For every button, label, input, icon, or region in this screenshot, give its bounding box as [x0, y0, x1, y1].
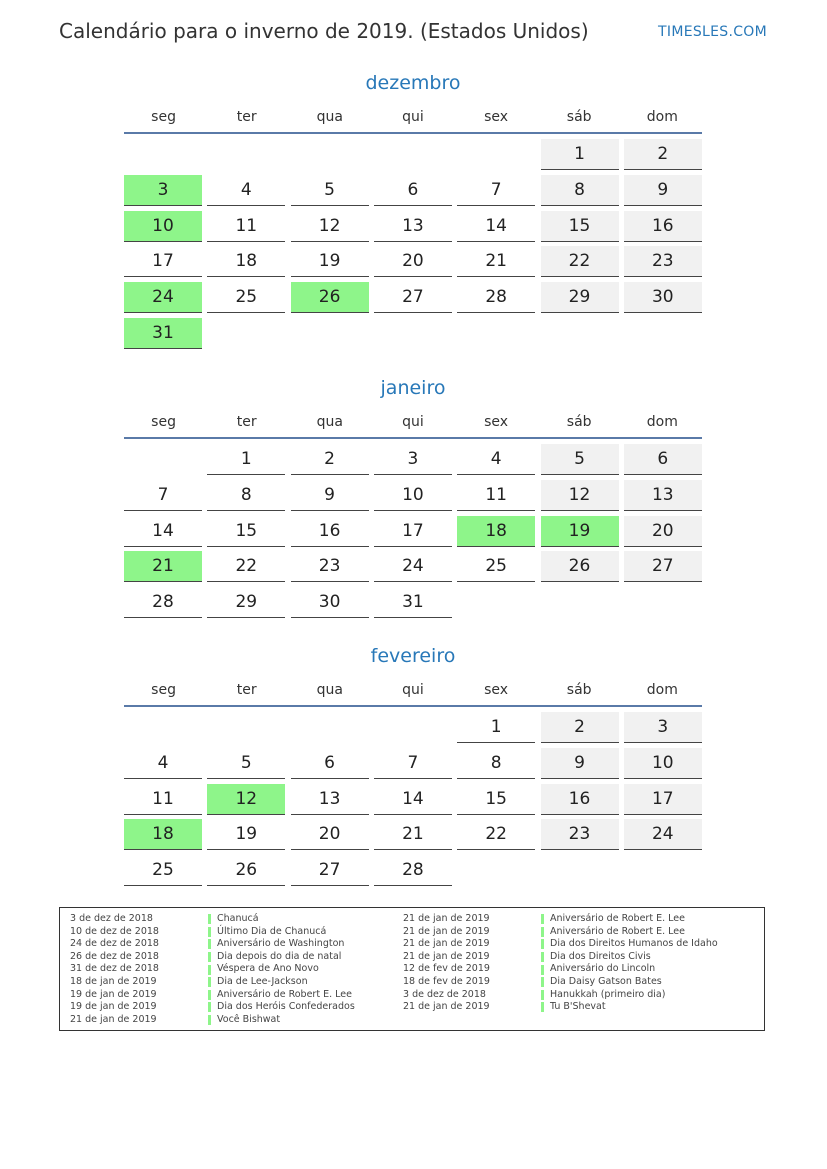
legend-item [70, 951, 355, 964]
day-cell[interactable]: 15 [541, 211, 619, 242]
day-cell[interactable]: 20 [291, 819, 369, 850]
holiday-marker [541, 1002, 544, 1012]
legend-item [70, 913, 355, 926]
day-cell[interactable]: 6 [624, 444, 702, 475]
weekday-label: dom [646, 109, 678, 125]
legend-item [70, 963, 355, 976]
day-cell[interactable]: 29 [207, 587, 285, 618]
day-cell[interactable]: 3 [124, 175, 202, 206]
day-cell[interactable]: 17 [374, 516, 452, 547]
day-cell[interactable]: 26 [541, 551, 619, 582]
legend-date: 19 de jan de 2019 [70, 988, 157, 1000]
legend-holiday-name: Aniversário de Robert E. Lee [217, 988, 352, 1000]
legend-item [403, 913, 718, 926]
holiday-marker [208, 914, 211, 924]
day-cell[interactable]: 3 [624, 712, 702, 743]
day-cell[interactable]: 14 [374, 784, 452, 815]
legend-column-left [70, 913, 355, 1026]
legend-date: 21 de jan de 2019 [403, 1001, 490, 1013]
day-cell[interactable]: 1 [541, 139, 619, 170]
day-cell[interactable]: 20 [624, 516, 702, 547]
day-cell[interactable]: 24 [374, 551, 452, 582]
day-cell[interactable]: 26 [207, 855, 285, 886]
day-cell[interactable]: 21 [374, 819, 452, 850]
brand-logo-text[interactable]: TIMESLES.COM [658, 24, 767, 40]
day-cell[interactable]: 23 [624, 246, 702, 277]
weekday-label: dom [646, 414, 678, 430]
day-cell[interactable]: 10 [374, 480, 452, 511]
weekday-label: sex [484, 682, 509, 698]
day-cell[interactable]: 9 [624, 175, 702, 206]
day-cell[interactable]: 19 [291, 246, 369, 277]
day-cell[interactable]: 7 [374, 748, 452, 779]
holiday-marker [208, 952, 211, 962]
legend-date: 3 de dez de 2018 [403, 988, 486, 1000]
day-cell[interactable]: 21 [124, 551, 202, 582]
day-cell[interactable]: 5 [291, 175, 369, 206]
legend-holiday-name: Hanukkah (primeiro dia) [550, 988, 666, 1000]
day-cell[interactable]: 27 [624, 551, 702, 582]
weekday-label: seg [151, 682, 176, 698]
header-divider [124, 437, 702, 439]
holiday-marker [541, 914, 544, 924]
day-cell[interactable]: 6 [291, 748, 369, 779]
day-cell[interactable]: 7 [124, 480, 202, 511]
legend-date: 19 de jan de 2019 [70, 1001, 157, 1013]
day-cell[interactable]: 4 [457, 444, 535, 475]
legend-holiday-name: Aniversário do Lincoln [550, 963, 656, 975]
legend-date: 12 de fev de 2019 [403, 963, 490, 975]
holiday-marker [541, 990, 544, 1000]
legend-item [403, 951, 718, 964]
legend-holiday-name: Aniversário de Robert E. Lee [550, 925, 685, 937]
legend-item [403, 1001, 718, 1014]
legend-date: 21 de jan de 2019 [70, 1013, 157, 1025]
holiday-marker [208, 927, 211, 937]
header-divider [124, 705, 702, 707]
legend-item [70, 1001, 355, 1014]
legend-date: 31 de dez de 2018 [70, 963, 159, 975]
day-cell[interactable]: 13 [374, 211, 452, 242]
day-cell[interactable]: 8 [457, 748, 535, 779]
day-cell[interactable]: 28 [124, 587, 202, 618]
holiday-marker [208, 1002, 211, 1012]
page-title: Calendário para o inverno de 2019. (Estados Unidos) [59, 19, 589, 43]
day-cell[interactable]: 15 [457, 784, 535, 815]
legend-item [403, 926, 718, 939]
day-cell[interactable]: 18 [124, 819, 202, 850]
weekday-label: qui [402, 682, 424, 698]
day-cell[interactable]: 22 [207, 551, 285, 582]
day-cell[interactable]: 16 [541, 784, 619, 815]
day-cell[interactable]: 7 [457, 175, 535, 206]
weekday-label: ter [236, 682, 257, 698]
weekday-label: qua [316, 414, 343, 430]
legend-item [70, 938, 355, 951]
day-cell[interactable]: 9 [541, 748, 619, 779]
day-cell[interactable]: 2 [541, 712, 619, 743]
day-cell[interactable]: 25 [457, 551, 535, 582]
weekday-label: sex [484, 414, 509, 430]
day-cell[interactable]: 30 [291, 587, 369, 618]
day-cell[interactable]: 10 [624, 748, 702, 779]
day-cell[interactable]: 19 [541, 516, 619, 547]
legend-holiday-name: Aniversário de Robert E. Lee [550, 913, 685, 924]
weekday-label: sex [484, 109, 509, 125]
legend-item [70, 926, 355, 939]
legend-date: 3 de dez de 2018 [70, 913, 153, 924]
weekday-label: qui [402, 414, 424, 430]
weekday-label: sáb [566, 682, 592, 698]
weekday-header [122, 407, 704, 437]
weekday-label: seg [151, 414, 176, 430]
holiday-legend [59, 907, 765, 1031]
day-cell[interactable]: 4 [124, 748, 202, 779]
day-cell[interactable]: 23 [541, 819, 619, 850]
legend-holiday-name: Chanucá [217, 913, 259, 924]
day-cell[interactable]: 17 [124, 246, 202, 277]
holiday-marker [208, 965, 211, 975]
holiday-marker [541, 927, 544, 937]
day-cell[interactable]: 28 [457, 282, 535, 313]
header-divider [124, 132, 702, 134]
day-cell[interactable]: 25 [124, 855, 202, 886]
day-cell[interactable]: 8 [207, 480, 285, 511]
holiday-marker [541, 977, 544, 987]
day-cell[interactable]: 11 [457, 480, 535, 511]
day-cell[interactable]: 12 [207, 784, 285, 815]
day-cell[interactable]: 26 [291, 282, 369, 313]
day-cell[interactable]: 13 [291, 784, 369, 815]
holiday-marker [208, 990, 211, 1000]
legend-date: 21 de jan de 2019 [403, 938, 490, 950]
weekday-label: dom [646, 682, 678, 698]
day-cell[interactable]: 1 [207, 444, 285, 475]
day-cell[interactable]: 12 [291, 211, 369, 242]
legend-holiday-name: Dia depois do dia de natal [217, 950, 342, 962]
day-cell[interactable]: 13 [624, 480, 702, 511]
month-december [122, 69, 704, 343]
day-cell[interactable]: 14 [457, 211, 535, 242]
day-cell[interactable]: 6 [374, 175, 452, 206]
holiday-marker [208, 977, 211, 987]
day-cell[interactable]: 10 [124, 211, 202, 242]
legend-item [70, 1014, 355, 1027]
day-cell[interactable]: 23 [291, 551, 369, 582]
day-cell[interactable]: 24 [124, 282, 202, 313]
holiday-marker [541, 939, 544, 949]
weekday-label: ter [236, 109, 257, 125]
day-cell[interactable]: 5 [207, 748, 285, 779]
day-cell[interactable]: 31 [374, 587, 452, 618]
day-cell[interactable]: 31 [124, 318, 202, 349]
day-cell[interactable]: 22 [541, 246, 619, 277]
day-cell[interactable]: 16 [624, 211, 702, 242]
legend-date: 18 de fev de 2019 [403, 975, 490, 987]
legend-item [70, 976, 355, 989]
legend-item [403, 938, 718, 951]
day-cell[interactable]: 12 [541, 480, 619, 511]
legend-holiday-name: Dia de Lee-Jackson [217, 975, 308, 987]
legend-item [403, 976, 718, 989]
holiday-marker [541, 965, 544, 975]
day-cell[interactable]: 27 [291, 855, 369, 886]
legend-date: 18 de jan de 2019 [70, 975, 157, 987]
day-cell[interactable]: 29 [541, 282, 619, 313]
day-cell[interactable]: 9 [291, 480, 369, 511]
day-cell[interactable]: 22 [457, 819, 535, 850]
day-cell[interactable]: 2 [291, 444, 369, 475]
legend-holiday-name: Dia dos Direitos Civis [550, 950, 651, 962]
day-cell[interactable]: 3 [374, 444, 452, 475]
month-title: janeiro [380, 377, 446, 399]
weekday-label: sáb [566, 414, 592, 430]
day-cell[interactable]: 19 [207, 819, 285, 850]
legend-date: 21 de jan de 2019 [403, 925, 490, 937]
holiday-marker [208, 939, 211, 949]
day-cell[interactable]: 17 [624, 784, 702, 815]
day-cell[interactable]: 1 [457, 712, 535, 743]
day-cell[interactable]: 21 [457, 246, 535, 277]
day-cell[interactable]: 18 [207, 246, 285, 277]
day-cell[interactable]: 4 [207, 175, 285, 206]
weekday-label: qua [316, 109, 343, 125]
weekday-header [122, 675, 704, 705]
legend-holiday-name: Dia dos Heróis Confederados [217, 1001, 355, 1013]
legend-holiday-name: Aniversário de Washington [217, 938, 345, 950]
weekday-label: qua [316, 682, 343, 698]
day-cell[interactable]: 30 [624, 282, 702, 313]
legend-item [70, 989, 355, 1002]
month-february [122, 642, 704, 881]
day-cell[interactable]: 16 [291, 516, 369, 547]
weekday-label: seg [151, 109, 176, 125]
day-cell[interactable]: 8 [541, 175, 619, 206]
day-cell[interactable]: 11 [207, 211, 285, 242]
day-cell[interactable]: 24 [624, 819, 702, 850]
weekday-label: sáb [566, 109, 592, 125]
legend-item [403, 989, 718, 1002]
legend-holiday-name: Dia Daisy Gatson Bates [550, 975, 662, 987]
day-cell[interactable]: 18 [457, 516, 535, 547]
legend-date: 24 de dez de 2018 [70, 938, 159, 950]
day-cell[interactable]: 25 [207, 282, 285, 313]
day-cell[interactable]: 14 [124, 516, 202, 547]
day-cell[interactable]: 11 [124, 784, 202, 815]
day-cell[interactable]: 20 [374, 246, 452, 277]
legend-holiday-name: Você Bishwat [217, 1013, 281, 1025]
legend-holiday-name: Véspera de Ano Novo [217, 963, 319, 975]
weekday-label: qui [402, 109, 424, 125]
legend-date: 21 de jan de 2019 [403, 950, 490, 962]
month-title: fevereiro [370, 645, 456, 667]
weekday-label: ter [236, 414, 257, 430]
legend-holiday-name: Dia dos Direitos Humanos de Idaho [550, 938, 718, 950]
legend-holiday-name: Tu B'Shevat [550, 1001, 606, 1013]
day-cell[interactable]: 5 [541, 444, 619, 475]
day-cell[interactable]: 28 [374, 855, 452, 886]
day-cell[interactable]: 2 [624, 139, 702, 170]
legend-date: 10 de dez de 2018 [70, 925, 159, 937]
holiday-marker [541, 952, 544, 962]
weekday-header [122, 102, 704, 132]
month-title: dezembro [365, 72, 461, 94]
month-january [122, 374, 704, 613]
legend-item [403, 963, 718, 976]
holiday-marker [208, 1015, 211, 1025]
day-cell[interactable]: 27 [374, 282, 452, 313]
legend-column-right [403, 913, 718, 1014]
legend-date: 26 de dez de 2018 [70, 950, 159, 962]
legend-date: 21 de jan de 2019 [403, 913, 490, 924]
day-cell[interactable]: 15 [207, 516, 285, 547]
legend-holiday-name: Último Dia de Chanucá [217, 925, 327, 937]
